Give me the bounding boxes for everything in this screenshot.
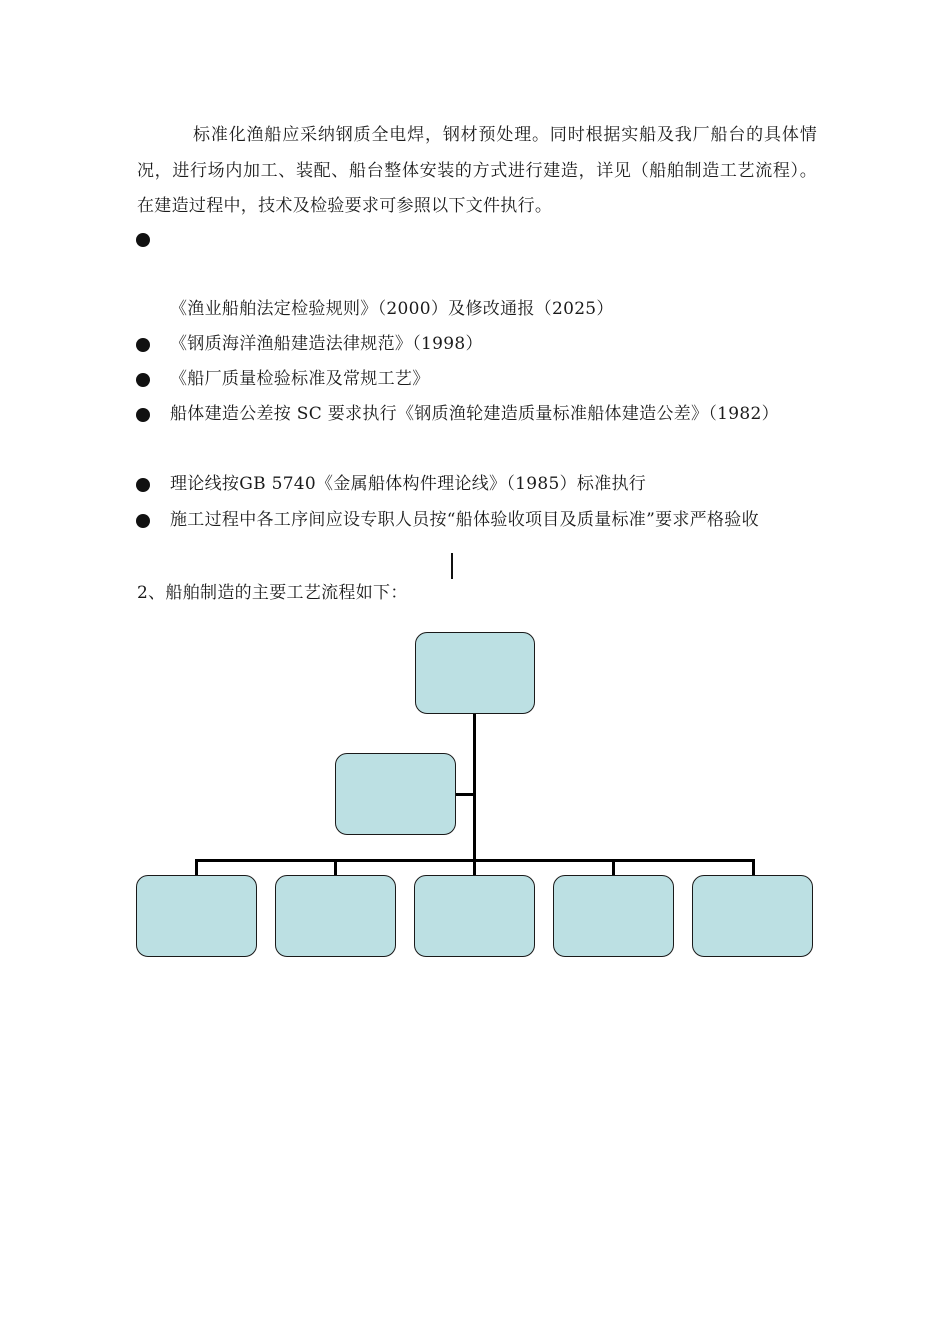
bullet-icon bbox=[136, 514, 150, 528]
connector-drop bbox=[752, 859, 755, 876]
connector-drop bbox=[195, 859, 198, 876]
bullet-text-shipyard-standard: 《船厂质量检验标准及常规工艺》 bbox=[170, 369, 430, 389]
bullet-text-inspection: 施工过程中各工序间应设专职人员按“船体验收项目及质量标准”要求严格验收 bbox=[170, 510, 759, 530]
org-box-child bbox=[692, 875, 813, 957]
bullet-icon bbox=[136, 338, 150, 352]
bullet-icon bbox=[136, 373, 150, 387]
section-heading: 2、船舶制造的主要工艺流程如下： bbox=[137, 583, 408, 603]
org-box-assistant bbox=[335, 753, 456, 835]
org-box-child bbox=[275, 875, 396, 957]
text-cursor bbox=[451, 553, 453, 579]
org-box-child bbox=[136, 875, 257, 957]
bullet-text-hull-tolerance: 船体建造公差按 SC 要求执行《钢质渔轮建造质量标准船体建造公差》（1982） bbox=[170, 404, 779, 424]
bullet-icon bbox=[136, 478, 150, 492]
connector-drop bbox=[612, 859, 615, 876]
intro-paragraph: 标准化渔船应采纳钢质全电焊，钢材预处理。同时根据实船及我厂船台的具体情况，进行场内加工、装配、船台整体安装的方式进行建造，详见（船舶制造工艺流程）。在建造过程中，技术及检验要求可参照以下文件执行。 bbox=[137, 125, 817, 216]
org-box-top bbox=[415, 632, 535, 714]
bullet-text-fishing-rules: 《渔业船舶法定检验规则》（2000）及修改通报（2025） bbox=[170, 299, 614, 319]
connector-drop bbox=[473, 859, 476, 876]
org-box-child bbox=[414, 875, 535, 957]
bullet-icon bbox=[136, 408, 150, 422]
connector-drop bbox=[334, 859, 337, 876]
bullet-text-theory-line: 理论线按GB 5740《金属船体构件理论线》（1985）标准执行 bbox=[170, 474, 647, 494]
bullet-icon bbox=[136, 233, 150, 247]
bullet-text-steel-vessel-code: 《钢质海洋渔船建造法律规范》（1998） bbox=[170, 334, 483, 354]
connector-trunk bbox=[473, 713, 476, 861]
org-box-child bbox=[553, 875, 674, 957]
connector-assistant bbox=[455, 793, 475, 796]
